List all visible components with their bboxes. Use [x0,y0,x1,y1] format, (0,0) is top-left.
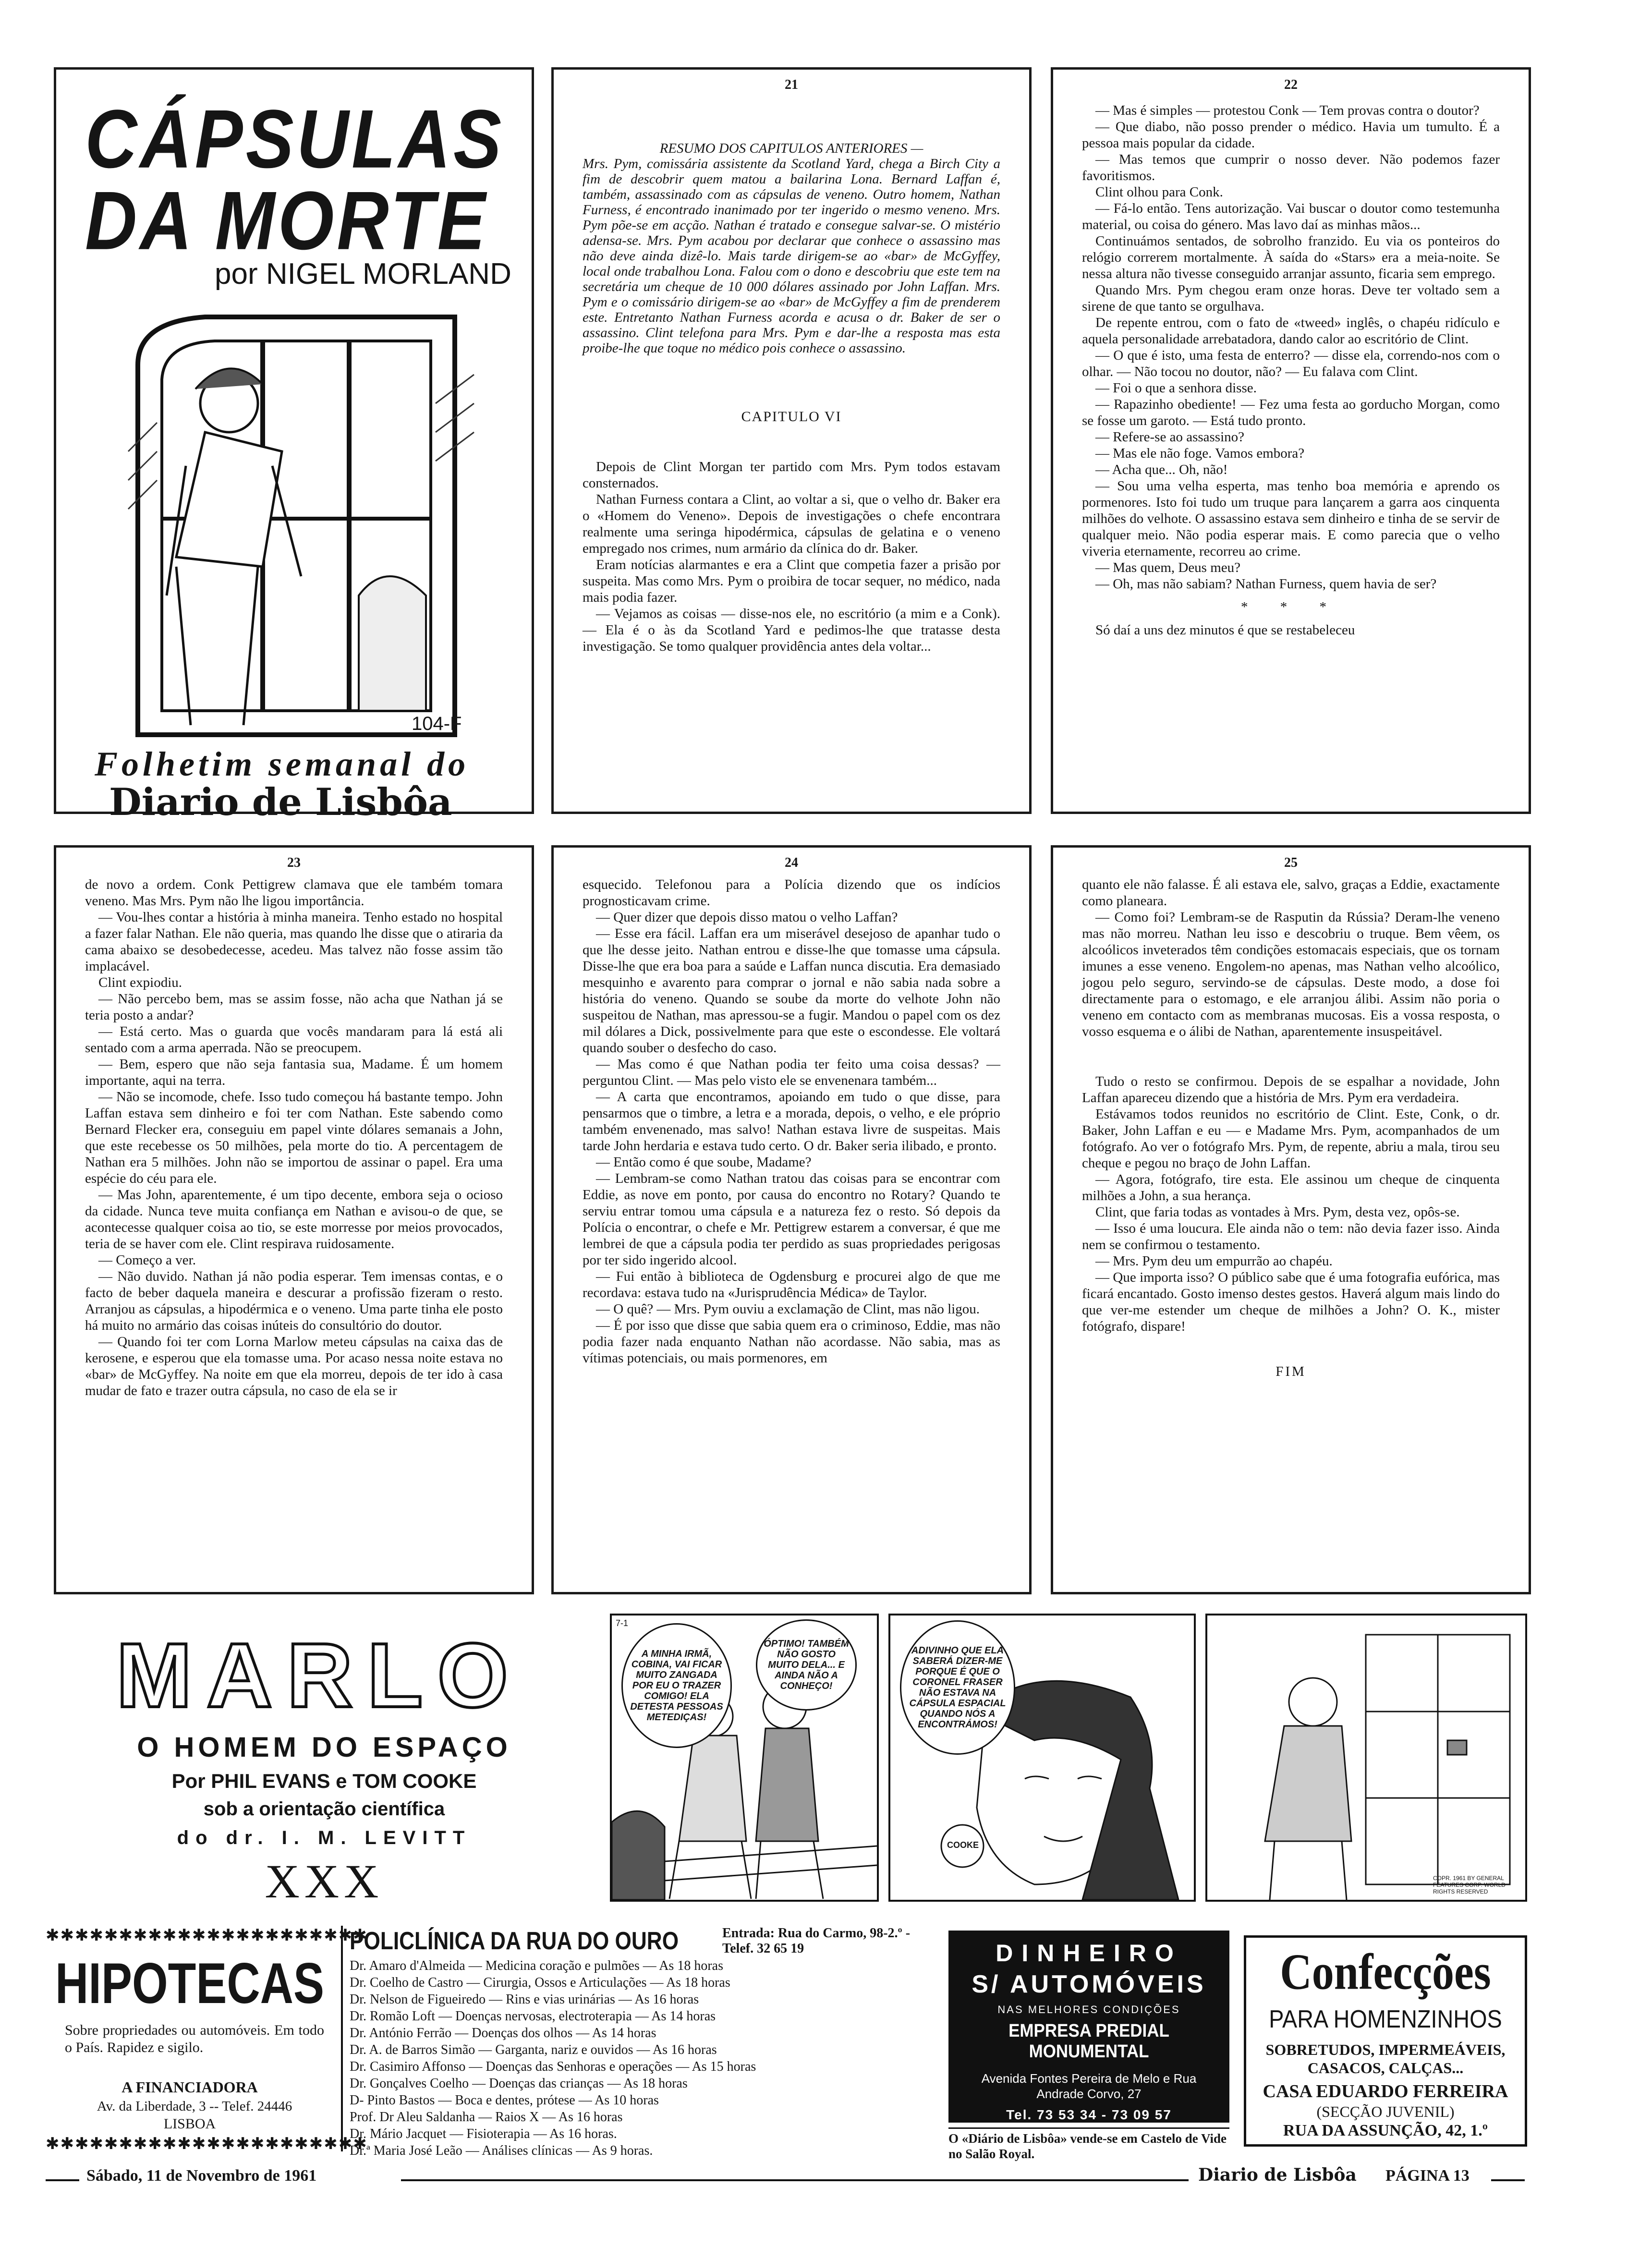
footer-page: PÁGINA 13 [1385,2167,1470,2185]
paragraph: — Esse era fácil. Laffan era um miserável desejoso de apanhar tudo o que lhe desse jeito. Nathan entrou e disse-lhe que tomasse uma cápsula. Disse-lhe que era boa para a saúde e Laffan nunca discutia. Era demasiado mesquinho e avarento para comprar o jornal e não sabia nada sobre a história do veneno. Quando se soube da morte do velhote John não suspeitou de Nathan, mas apressou-se a fugir. Mandou o papel com os dez mil dólares a Dick, possivelmente para que este o escondesse. Ele voltará quando souber o desfecho do caso. [583,926,1000,1056]
paragraph: — Quando foi ter com Lorna Marlow meteu cápsulas na caixa das de kerosene, e esperou que ela tomasse uma. Por acaso nessa noite estava no «bar» de McGyffey. Na noite em que ela morreu, depois de ter ido à casa mudar de fato e trazer outra cápsula, no caso de ela se ir [85,1334,503,1398]
serial-title-line2: DA MORTE [85,174,488,267]
serial-title-line1: CÁPSULAS [85,92,505,185]
paragraph: — Que diabo, não posso prender o médico. Havia um tumulto. É a pessoa mais popular da cidade. [1082,119,1500,151]
serial-page-21 [551,67,1032,814]
paragraph: — A carta que encontramos, apoiando em tudo o que disse, para pensarmos que o timbre, a letra e a morada, depois, o velho, e ele próprio também envenenado, mas salvo! Nathan estava livre de suspeitas. Mais tarde John herdaria e estava tudo certo. O dr. Baker seria ilibado, e pronto. [583,1089,1000,1154]
doctor-row: Dr. Romão Loft — Doenças nervosas, electroterapia — As 14 horas [350,2009,716,2024]
serial-page-22 [1051,67,1531,814]
ad-automoveis-line4: EMPRESA PREDIAL MONUMENTAL [1008,2021,1169,2062]
paragraph: De repente entrou, com o fato de «tweed» inglês, o chapéu ridículo e aquela personalidade arrebatadora, dando calor ao escritório de Clint. [1082,315,1500,347]
ad-confeccoes-section: (SECÇÃO JUVENIL) [1316,2103,1455,2120]
serial-page-25 [1051,845,1531,1594]
section-break: * * * [1241,599,1341,615]
paragraph: Quando Mrs. Pym chegou eram onze horas. Deve ter voltado sem a sirene de que tanto se orgulhava. [1082,282,1500,314]
paragraph: — Não duvido. Nathan já não podia esperar. Tem imensas contas, e o facto de beber daquela maneira e descurar a profissão fizeram o resto. Arranjou as cápsulas, a hipodérmica e o veneno. Uma parte tinha ele posto há muito no armário das coisas inúteis do consultório do doutor. [85,1269,503,1333]
paragraph: — Mas John, aparentemente, é um tipo decente, embora seja o ocioso da cidade. Nunca teve muita confiança em Nathan e avisou-o de que, se acontecesse qualquer coisa ao tio, se este morresse por meios provocados, teria de se haver com ele. Clint respirava ruidosamente. [85,1187,503,1251]
doctor-row: Dr. António Ferrão — Doenças dos olhos — As 14 horas [350,2026,656,2040]
paragraph: Clint, que faria todas as vontades à Mrs. Pym, desta vez, opôs-se. [1095,1204,1460,1220]
paragraph: Tudo o resto se confirmou. Depois de se espalhar a novidade, John Laffan apareceu dizendo que a história de Mrs. Pym era verdadeira. [1082,1074,1500,1105]
paragraph: — Acha que... Oh, não! [1095,462,1228,477]
artist-signature: COOKE [947,1840,979,1850]
paragraph: Nathan Furness contara a Clint, ao voltar a si, que o velho dr. Baker era o «Homem do Veneno». Depois de investigações o chefe encontrara realmente uma seringa hipodérmica, cápsulas de gelatina e o veneno empregado nos crimes, num armário da clínica do dr. Baker. [583,492,1000,556]
paragraph: — Mas é simples — protestou Conk — Tem provas contra o doutor? [1095,103,1480,118]
serial-illustration [119,307,479,742]
paragraph: de novo a ordem. Conk Pettigrew clamava que ele também tomara veneno. Mas Mrs. Pym não lhe ligou importância. [85,877,503,909]
page-number: 23 [287,855,301,870]
ad-automoveis-line5: Avenida Fontes Pereira de Melo e Rua Andrade Corvo, 27 [981,2071,1197,2101]
paragraph: — O quê? — Mrs. Pym ouviu a exclamação de Clint, mas não ligou. [596,1301,980,1317]
chapter-heading: CAPITULO VI [741,409,842,425]
ad-policlinica-entrance: Entrada: Rua do Carmo, 98-2.º - Telef. 32 65 19 [722,1926,911,1956]
paragraph: — Rapazinho obediente! — Fez uma festa ao gorducho Morgan, como se fosse um garoto. — Está tudo pronto. [1082,397,1500,428]
comic-orientation: sob a orientação científica [203,1798,445,1820]
ad-policlinica-doctors [350,1957,940,2159]
illustration-tag: 104-F [412,713,462,734]
footer-date: Sábado, 11 de Novembro de 1961 [86,2167,317,2185]
ad-policlinica [341,1926,941,2158]
ad-confeccoes [1244,1935,1527,2147]
paragraph: — Começo a ver. [98,1252,196,1268]
ad-confeccoes-subtitle: PARA HOMENZINHOS [1269,2005,1502,2033]
comic-episode: XXX [265,1855,384,1908]
paragraph: — Não percebo bem, mas se assim fosse, não acha que Nathan já se teria posto a andar? [85,991,503,1023]
paragraph: — Quer dizer que depois disso matou o velho Laffan? [596,910,898,925]
ad-automoveis-line6: Tel. 73 53 34 - 73 09 57 [1006,2107,1172,2122]
ad-hipotecas-company: A FINANCIADORA [121,2078,258,2096]
paragraph: — Sou uma velha esperta, mas tenho boa memória e aprendo os pormenores. Isto foi tudo um truque para lançarem a garra aos cinquenta milhões do velhote. O assassino estava sem dinheiro e tinha de se servir de qualquer meio. Não podia esperar mais. E como parecia que o velho viveria eternamente, recorreu ao crime. [1082,478,1500,559]
paragraph: Depois de Clint Morgan ter partido com Mrs. Pym todos estavam consternados. [583,459,1000,491]
ad-automoveis [948,1931,1229,2123]
serial-folhetim: Folhetim semanal do [95,745,470,783]
comic-authors: Por PHIL EVANS e TOM COOKE [171,1770,477,1792]
doctor-row: Dr. Amaro d'Almeida — Medicina coração e pulmões — As 18 horas [350,1958,723,1973]
paragraph: — É por isso que disse que sabia quem era o criminoso, Eddie, mas não podia fazer nada enquanto Nathan não acordasse. Não sabia, mas as vítimas potenciais, ou mais pormenores, em [583,1318,1000,1366]
panel-number: 7-1 [616,1618,629,1628]
page-body [85,876,503,1399]
ad-automoveis-line3: NAS MELHORES CONDIÇÕES [997,2004,1180,2016]
paragraph: — Como foi? Lembram-se de Rasputin da Rússia? Deram-lhe veneno mas não morreu. Nathan leu isso e descobriu o truque. Bem vêem, os alcoólicos inveterados têm condições estomacais especiais, que os tornam imunes a esse veneno. Engolem-no apenas, mas Nathan velho alcoólico, jogou pelo seguro, servindo-se de cápsulas. Deste modo, a dose foi directamente para o estomago, e ele arranjou álibi. Assim não poria o veneno em contacto com as membranas mucosas. Eis a vossa resposta, o vosso esquema e o álibi de Nathan, aparentemente insuspeitável. [1082,910,1500,1039]
paragraph: — Refere-se ao assassino? [1095,429,1245,445]
serial-author: por NIGEL MORLAND [215,257,511,291]
paragraph: — Lembram-se como Nathan tratou das coisas para se encontrar com Eddie, as nove em ponto, por causa do encontro no Rotary? Quando te serviu entrar tomou uma cápsula e a natureza fez o resto. Só depois da Polícia o encontrar, o chefe e Mr. Pettigrew estarem a conversar, é que me lembrei de que a cápsula podia ter perdido as suas propriedades perigosas por ter sido ingerido alcool. [583,1171,1000,1268]
ad-castelo-de-vide: O «Diário de Lisbôa» vende-se em Castelo de Vide no Salão Royal. [948,2127,1229,2162]
paragraph: Clint expiodiu. [98,975,182,990]
ad-automoveis-line1: DINHEIRO [996,1940,1182,1967]
page-body [1082,102,1500,638]
page-number: 21 [785,77,798,92]
star-border-bottom: ✱✱✱✱✱✱✱✱✱✱✱✱✱✱✱✱✱✱✱✱✱✱ [46,2135,368,2153]
speech-bubble-2: ÓPTIMO! TAMBÉM NÃO GOSTO MUITO DELA... E AINDA NÃO A CONHEÇO! [756,1619,857,1711]
paragraph: — Então como é que soube, Madame? [596,1154,812,1170]
ad-hipotecas-text: Sobre propriedades ou automóveis. Em todo o País. Rapidez e sigilo. [65,2022,324,2055]
paragraph: — Fá-lo então. Tens autorização. Vai buscar o doutor como testemunha material, ou coisa do género. Mas lavo daí as minhas mãos... [1082,201,1500,232]
serial-page-24 [551,845,1032,1594]
doctor-row: Dr.ª Maria José Leão — Análises clínicas — As 9 horas. [350,2143,653,2158]
paragraph: — Está certo. Mas o guarda que vocês mandaram para lá está ali sentado com a arma aperrada. Não se preocupem. [85,1024,503,1056]
ad-automoveis-line2: S/ AUTOMÓVEIS [972,1970,1206,1998]
paragraph: — Que importa isso? O público sabe que é uma fotografia eufórica, mas ficará encantado. Gosto imenso destes gestos. Haverá algum mais lindo do que ver-me estender um cheque de milhões a John? O. K., mister fotógrafo, dispare! [1082,1270,1500,1334]
comic-copyright: COPR. 1961 BY GENERAL FEATURES CORP. WORLD RIGHTS RESERVED [1433,1875,1506,1895]
end-mark: FIM [1275,1364,1306,1379]
comic-strip [610,1614,1527,1902]
comic-title: MARLO [116,1625,523,1726]
chapter-summary [583,141,1000,356]
page-footer [46,2167,1527,2196]
paragraph: quanto ele não falasse. É ali estava ele, salvo, graças a Eddie, exactamente como planeara. [1082,877,1500,909]
paragraph: Eram notícias alarmantes e era a Clint que competia fazer a prisão por suspeita. Mas como Mrs. Pym o proibira de tocar sequer, no médico, nada mais podia fazer. [583,557,1000,605]
paragraph: — Bem, espero que não seja fantasia sua, Madame. É um homem importante, aqui na terra. [85,1057,503,1088]
comic-subtitle: O HOMEM DO ESPAÇO [137,1732,511,1763]
comic-panel-2 [888,1614,1196,1902]
footer-paper: Diario de Lisbôa [1198,2165,1357,2185]
serial-page-23 [54,845,534,1594]
doctor-row: Dr. Casimiro Affonso — Doenças das Senhoras e operações — As 15 horas [350,2059,756,2074]
doctor-row: D- Pinto Bastos — Boca e dentes, prótese — As 10 horas [350,2093,659,2108]
page-body [1082,876,1500,1380]
paragraph: — Fui então à biblioteca de Ogdensburg e procurei algo de que me recordava: estava tudo na «Jurisprudência Médica» de Taylor. [583,1269,1000,1300]
doctor-row: Dr. A. de Barros Simão — Garganta, nariz e ouvidos — As 16 horas [350,2042,717,2057]
paragraph: — Mas quem, Deus meu? [1095,560,1241,575]
paragraph: — Mas temos que cumprir o nosso dever. Não podemos fazer favoritismos. [1082,152,1500,183]
paragraph: Estávamos todos reunidos no escritório de Clint. Este, Conk, o dr. Baker, John Laffan e eu — e Madame Mrs. Pym, acompanhados de um fotógrafo. Ao ver o fotógrafo Mrs. Pym, de repente, abriu a mala, tirou seu cheque e pegou no braço de John Laffan. [1082,1106,1500,1171]
page-number: 25 [1284,855,1298,870]
ad-confeccoes-shop: CASA EDUARDO FERREIRA [1263,2081,1508,2101]
ad-confeccoes-title: Confecções [1280,1943,1491,2000]
paragraph: esquecido. Telefonou para a Polícia dizendo que os indícios prognosticavam crime. [583,877,1000,909]
ad-confeccoes-items: SOBRETUDOS, IMPERMEÁVEIS, CASACOS, CALÇAS... [1265,2041,1506,2077]
paragraph: — Mrs. Pym deu um empurrão ao chapéu. [1095,1253,1333,1269]
paragraph: — O que é isto, uma festa de enterro? — disse ela, correndo-nos com o olhar. — Não tocou no doutor, não? — Eu falava com Clint. [1082,348,1500,379]
paragraph: Clint olhou para Conk. [1095,184,1223,200]
ad-hipotecas-title: HIPOTECAS [55,1951,325,2016]
doctor-row: Dr. Mário Jacquet — Fisioterapia — As 16 horas. [350,2126,617,2141]
speech-bubble-1: A MINHA IRMÃ, COBINA, VAI FICAR MUITO ZANGADA POR EU O TRAZER COMIGO! ELA DETESTA PESSOAS METEDIÇAS! [621,1623,732,1748]
paragraph: Só daí a uns dez minutos é que se restabeleceu [1095,622,1355,638]
paragraph: — Isso é uma loucura. Ele ainda não o tem: não devia fazer isso. Ainda nem se confirmou o testamento. [1082,1221,1500,1252]
page-body [583,459,1000,655]
summary-text: Mrs. Pym, comissária assistente da Scotland Yard, chega a Birch City a fim de descobrir quem matou a bailarina Lona. Bernard Laffan é, também, assassinado com as cápsulas de veneno. Outro homem, Nathan Furness, é encontrado inanimado por ter ingerido o mesmo veneno. Mrs. Pym põe-se em acção. Nathan é tratado e consegue salvar-se. O mistério adensa-se. Mrs. Pym acabou por declarar que conhece o assassino mas não deve ainda dizê-lo. Mais tarde dirigem-se ao «bar» de McGyffey, local onde trabalhou Lona. Falou com o dono e descobriu que este tem na secretária um cheque de 10 000 dólares assinado por John Laffan. Mrs. Pym e o comissário dirigem-se ao «bar» de McGyffey a fim de prenderem este. Entretanto Nathan Furness acorda e acusa o dr. Baker de ser o assassino. Clint telefona para Mrs. Pym e dar-lhe a resposta mas esta proibe-lhe que toque no médico pois conhece o assassino. [583,156,1000,356]
speech-bubble-3: ADIVINHO QUE ELA SABERÁ DIZER-ME PORQUE É QUE O CORONEL FRASER NÃO ESTAVA NA CÁPSULA ESPACIAL QUANDO NÓS A ENCONTRÁMOS! [900,1620,1015,1755]
footer-rule-right [1491,2179,1525,2181]
serial-cover-box [54,67,534,824]
comic-doctor: do dr. I. M. LEVITT [177,1827,472,1848]
footer-rule-left [46,2179,79,2181]
paragraph: — Vejamos as coisas — disse-nos ele, no escritório (a mim e a Conk). — Ela é o às da Scotland Yard e pedimos-lhe que tratasse desta investigação. Se tomo qualquer providência antes dela voltar... [583,606,1000,654]
comic-panel-3 [1205,1614,1527,1902]
doctor-row: Dr. Nelson de Figueiredo — Rins e vias urinárias — As 16 horas [350,1992,699,2007]
ad-hipotecas [46,1926,368,2153]
doctor-row: Dr. Gonçalves Coelho — Doenças das crianças — As 18 horas [350,2076,688,2091]
comic-header [46,1623,603,1908]
summary-lead: RESUMO DOS CAPITULOS ANTERIORES — [659,141,923,156]
footer-rule-middle [401,2179,1189,2181]
ad-confeccoes-address: RUA DA ASSUNÇÃO, 42, 1.º [1283,2122,1488,2139]
comic-panel-1 [610,1614,879,1902]
paragraph: — Agora, fotógrafo, tire esta. Ele assinou um cheque de cinquenta milhões a John, a sua herança. [1082,1172,1500,1203]
ad-policlinica-title: POLICLÍNICA DA RUA DO OURO [350,1927,679,1955]
paragraph: — Não se incomode, chefe. Isso tudo começou há bastante tempo. John Laffan estava sem dinheiro e foi ter com Nathan. Este sabendo como Bernard Flecker era, conseguiu em papel vinte dólares semanais a John, que este recebesse os 50 milhões, pela morte do tio. A percentagem de Nathan era 5 milhões. John não se importou de assinar o papel. Era uma espécie do céu para ele. [85,1089,503,1186]
paragraph: — Foi o que a senhora disse. [1095,380,1257,396]
paragraph: — Mas como é que Nathan podia ter feito uma coisa dessas? — perguntou Clint. — Mas pelo visto ele se envenenara também... [583,1057,1000,1088]
paragraph: — Mas ele não foge. Vamos embora? [1095,446,1305,461]
doctor-row: Prof. Dr Aleu Saldanha — Raios X — As 16 horas [350,2110,623,2125]
paragraph: — Vou-lhes contar a história à minha maneira. Tenho estado no hospital a fazer falar Nathan. Ele não queria, mas quando lhe disse que o atiraria da cama abaixo se desobedecesse, acedeu. Mas talvez não fosse assim tão implacável. [85,910,503,974]
page-number: 22 [1284,77,1298,92]
ad-hipotecas-city: LISBOA [163,2116,216,2132]
paragraph: — Oh, mas não sabiam? Nathan Furness, quem havia de ser? [1095,576,1437,592]
doctor-row: Dr. Coelho de Castro — Cirurgia, Ossos e Articulações — As 18 horas [350,1975,730,1990]
paragraph: Continuámos sentados, de sobrolho franzido. Eu via os ponteiros do relógio correrem mortalmente. À saída do «Stars» era a meia-noite. Se nessa altura não tivesse conseguido arranjar assunto, ficaria sem emprego. [1082,233,1500,281]
serial-newspaper: Diario de Lisbôa [109,780,452,824]
page-body [583,876,1000,1366]
ad-hipotecas-address: Av. da Liberdade, 3 -- Telef. 24446 [97,2099,292,2114]
page-number: 24 [785,855,798,870]
star-border-top: ✱✱✱✱✱✱✱✱✱✱✱✱✱✱✱✱✱✱✱✱✱✱ [46,1927,368,1944]
